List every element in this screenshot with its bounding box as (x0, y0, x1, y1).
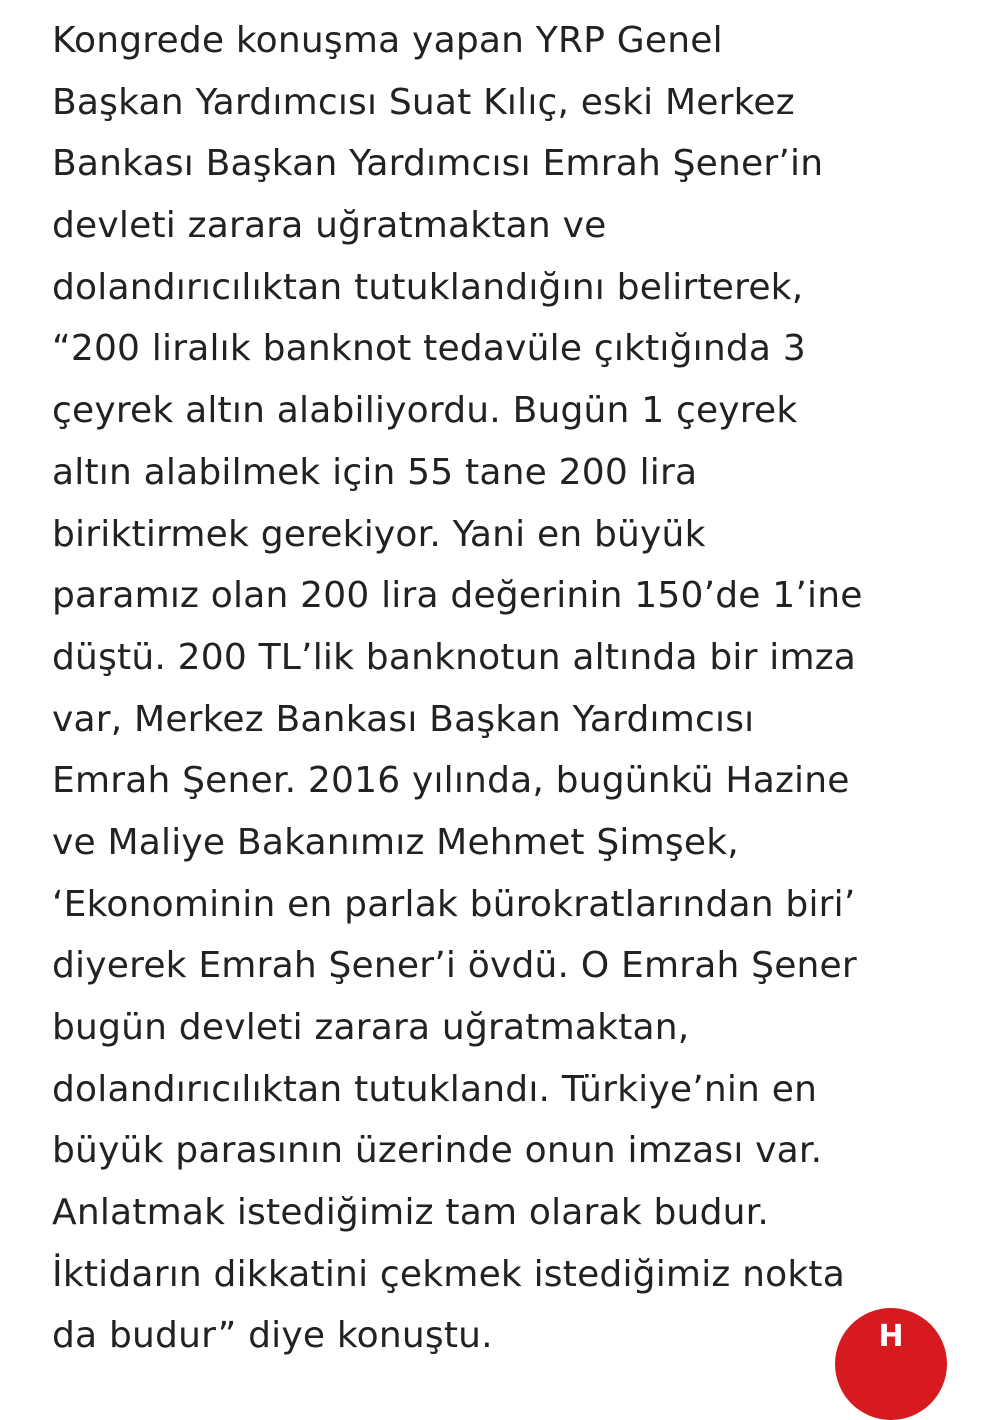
article-text-line: İktidarın dikkatini çekmek istediğimiz nokta (52, 1253, 846, 1295)
article-text-line: ve Maliye Bakanımız Mehmet Şimşek, (52, 821, 739, 863)
article-text-line: düştü. 200 TL’lik banknotun altında bir imza (52, 636, 857, 678)
article-text-line: biriktirmek gerekiyor. Yani en büyük (52, 513, 706, 555)
article-text-line: dolandırıcılıktan tutuklandı. Türkiye’nin en (52, 1068, 818, 1110)
article-body (52, 10, 982, 1367)
article-text-line: da budur” diye konuştu. (52, 1315, 493, 1357)
article-text-line: Kongrede konuşma yapan YRP Genel (52, 20, 723, 61)
article-text-line: Anlatmak istediğimiz tam olarak budur. (52, 1192, 769, 1234)
article-text-line: büyük parasının üzerinde onun imzası var. (52, 1130, 823, 1172)
article-text-line: bugün devleti zarara uğratmaktan, (52, 1007, 690, 1048)
article-text-line: diyerek Emrah Şener’i övdü. O Emrah Şener (52, 945, 857, 987)
article-text-line: Bankası Başkan Yardımcısı Emrah Şener’in (52, 143, 824, 185)
brand-home-button[interactable] (835, 1308, 947, 1420)
article-text-line: devleti zarara uğratmaktan ve (52, 205, 607, 247)
article-text-line: paramız olan 200 lira değerinin 150’de 1’ine (52, 575, 863, 617)
article-text-line: “200 liralık banknot tedavüle çıktığında 3 (52, 328, 806, 370)
article-text-line: dolandırıcılıktan tutuklandığını belirterek, (52, 266, 804, 308)
article-text-line: çeyrek altın alabiliyordu. Bugün 1 çeyrek (52, 390, 798, 432)
article-text-line: Başkan Yardımcısı Suat Kılıç, eski Merkez (52, 81, 795, 123)
article-text-line: Emrah Şener. 2016 yılında, bugünkü Hazine (52, 760, 850, 802)
article-text-line: altın alabilmek için 55 tane 200 lira (52, 451, 698, 493)
article-text-line: var, Merkez Bankası Başkan Yardımcısı (52, 698, 755, 740)
brand-logo-letter: H (878, 1319, 904, 1354)
article-text-line: ‘Ekonominin en parlak bürokratlarından biri’ (52, 883, 856, 925)
